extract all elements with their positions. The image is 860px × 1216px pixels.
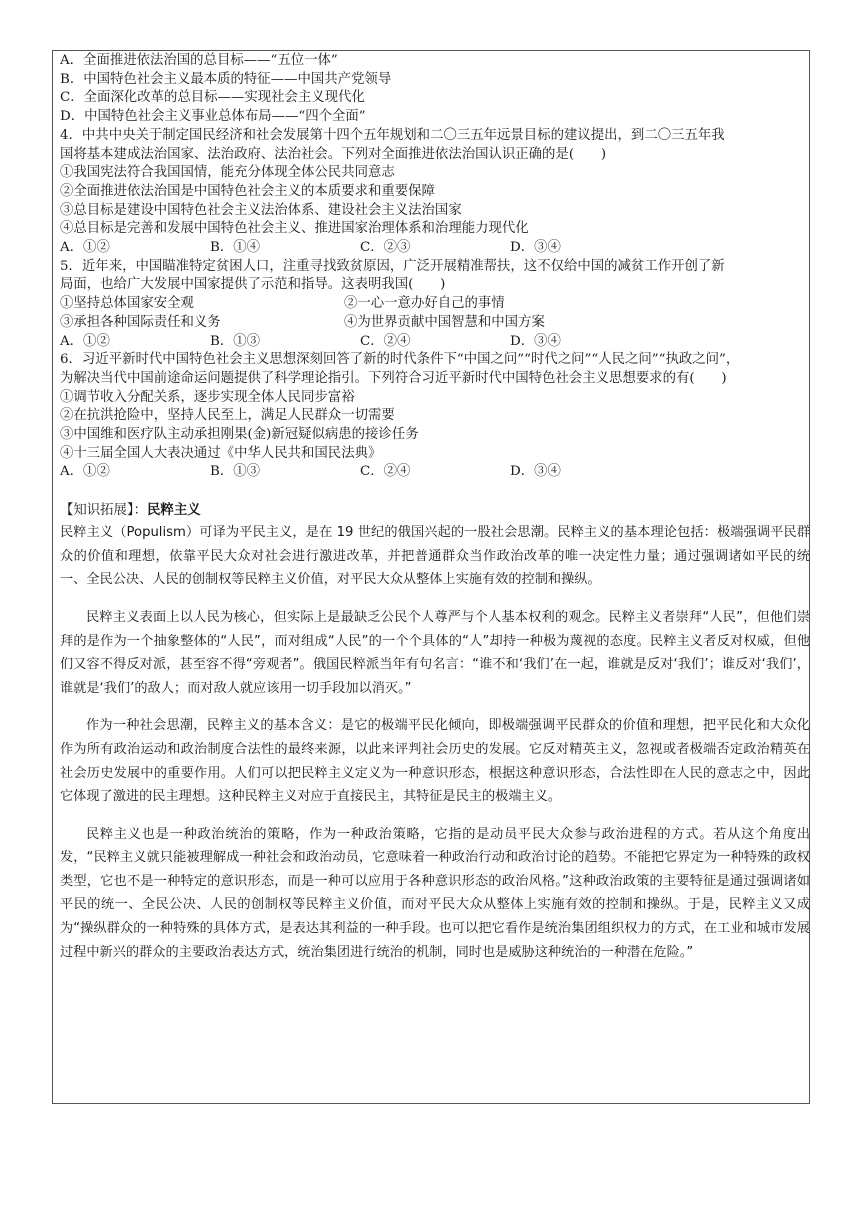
q3-option-b: B．中国特色社会主义最本质的特征——中国共产党领导 — [60, 71, 392, 87]
question-3-options — [60, 52, 810, 127]
q5-option-b: B．①③ — [210, 333, 261, 349]
q5-item-3: ③承担各种国际责任和义务 — [60, 314, 221, 330]
q5-option-c: C．②④ — [360, 333, 411, 349]
q4-option-d: D．③④ — [510, 240, 561, 256]
q6-option-d: D．③④ — [510, 464, 561, 480]
q4-item-4: ④总目标是完善和发展中国特色社会主义、推进国家治理体系和治理能力现代化 — [60, 221, 529, 237]
q5-item-2: ②一心一意办好自己的事情 — [344, 296, 505, 312]
extension-paragraph-1: 民粹主义（Populism）可译为平民主义，是在 19 世纪的俄国兴起的一股社会思潮。民粹主义的基本理论包括：极端强调平民群众的价值和理想，依靠平民大众对社会进行激进改革，并把普通群众当作政治改革的唯一决定性力量；通过强调诸如平民的统一、全民公决、人民的创制权等民粹主义价值，对平民大众从整体上实施有效的控制和操纵。 — [60, 525, 810, 588]
q5-stem-line2: 局面，也给广大发展中国家提供了示范和指导。这表明我国( ) — [60, 277, 446, 293]
q4-item-1: ①我国宪法符合我国国情，能充分体现全体公民共同意志 — [60, 165, 395, 181]
extension-label: 【知识拓展】： — [60, 503, 148, 519]
q5-option-a: A．①② — [60, 333, 110, 349]
q6-option-c: C．②④ — [360, 464, 411, 480]
q5-item-1: ①坚持总体国家安全观 — [60, 296, 194, 312]
q3-option-a: A．全面推进依法治国的总目标——“五位一体” — [60, 53, 338, 68]
q4-options — [60, 239, 810, 258]
q6-option-a: A．①② — [60, 464, 110, 480]
q5-items-row-1 — [60, 295, 810, 314]
knowledge-extension-heading — [60, 500, 810, 521]
q6-item-2: ②在抗洪抢险中，坚持人民至上，满足人民群众一切需要 — [60, 408, 395, 424]
question-6 — [60, 351, 810, 482]
q4-option-b: B．①④ — [210, 240, 261, 256]
q3-option-d: D．中国特色社会主义事业总体布局——“四个全面” — [60, 109, 366, 125]
q4-item-3: ③总目标是建设中国特色社会主义法治体系、建设社会主义法治国家 — [60, 202, 462, 218]
document-content — [60, 52, 810, 964]
extension-paragraph-3: 作为一种社会思潮，民粹主义的基本含义：是它的极端平民化倾向，即极端强调平民群众的价值和理想，把平民化和大众化作为所有政治运动和政治制度合法性的最终来源，以此来评判社会历史的发展。它反对精英主义，忽视或者极端否定政治精英在社会历史发展中的重要作用。人们可以把民粹主义定义为一种意识形态，根据这种意识形态，合法性即在人民的意志之中，因此它体现了激进的民主理想。这种民粹主义对应于直接民主，其特征是民主的极端主义。 — [60, 718, 810, 805]
q5-stem-line1: 5．近年来，中国瞄准特定贫困人口，注重寻找致贫原因，广泛开展精准帮扶，这不仅给中国的减贫工作开创了新 — [60, 258, 725, 274]
q5-items-row-2 — [60, 314, 810, 333]
q4-stem-line2: 国将基本建成法治国家、法治政府、法治社会。下列对全面推进依法治国认识正确的是( ) — [60, 146, 607, 162]
question-4 — [60, 127, 810, 258]
q6-item-1: ①调节收入分配关系，逐步实现全体人民同步富裕 — [60, 389, 355, 405]
q4-option-c: C．②③ — [360, 240, 411, 256]
q6-options — [60, 463, 810, 482]
q5-item-4: ④为世界贡献中国智慧和中国方案 — [344, 314, 545, 330]
q5-options — [60, 333, 810, 352]
q6-option-b: B．①③ — [210, 464, 261, 480]
q6-item-3: ③中国维和医疗队主动承担刚果(金)新冠疑似病患的接诊任务 — [60, 427, 419, 443]
q4-item-2: ②全面推进依法治国是中国特色社会主义的本质要求和重要保障 — [60, 183, 435, 199]
q4-option-a: A．①② — [60, 240, 110, 256]
q3-option-c: C．全面深化改革的总目标——实现社会主义现代化 — [60, 90, 365, 106]
q6-item-4: ④十三届全国人大表决通过《中华人民共和国民法典》 — [60, 445, 382, 461]
extension-paragraph-4: 民粹主义也是一种政治统治的策略，作为一种政治策略，它指的是动员平民大众参与政治进程的方式。若从这个角度出发，“民粹主义就只能被理解成一种社会和政治动员，它意味着一种政治行动和政治讨论的趋势。不能把它界定为一种特殊的政权类型，它也不是一种特定的意识形态，而是一种可以应用于各种意识形态的政治风格。”这种政治政策的主要特征是通过强调诸如平民的统一、全民公决、人民的创制权等民粹主义价值，而对平民大众从整体上实施有效的控制和操纵。于是，民粹主义又成为“操纵群众的一种特殊的具体方式，是表达其利益的一种手段。也可以把它看作是统治集团组织权力的方式，在工业和城市发展过程中新兴的群众的主要政治表达方式，统治集团进行统治的机制，同时也是威胁这种统治的一种潜在危险。” — [60, 826, 810, 960]
q6-stem-line2: 为解决当代中国前途命运问题提供了科学理论指引。下列符合习近平新时代中国特色社会主义思想要求的有( ) — [60, 370, 727, 386]
q6-stem-line1: 6．习近平新时代中国特色社会主义思想深刻回答了新的时代条件下“中国之问”“时代之问”“人民之问”“执政之问”， — [60, 352, 740, 368]
q5-option-d: D．③④ — [510, 333, 561, 349]
question-5 — [60, 258, 810, 352]
q4-stem-line1: 4．中共中央关于制定国民经济和社会发展第十四个五年规划和二〇三五年远景目标的建议提出，到二〇三五年我 — [60, 127, 725, 143]
extension-title: 民粹主义 — [147, 502, 201, 519]
extension-paragraph-2: 民粹主义表面上以人民为核心，但实际上是最缺乏公民个人尊严与个人基本权利的观念。民粹主义者崇拜“人民”，但他们崇拜的是作为一个抽象整体的“人民”，而对组成“人民”的一个个具体的“人”却持一种极为蔑视的态度。民粹主义者反对权威，但他们又容不得反对派，甚至容不得“旁观者”。俄国民粹派当年有句名言：“谁不和‘我们’在一起，谁就是反对‘我们’；谁反对‘我们’，谁就是‘我们’的敌人；而对敌人就应该用一切手段加以消灭。” — [60, 609, 810, 696]
